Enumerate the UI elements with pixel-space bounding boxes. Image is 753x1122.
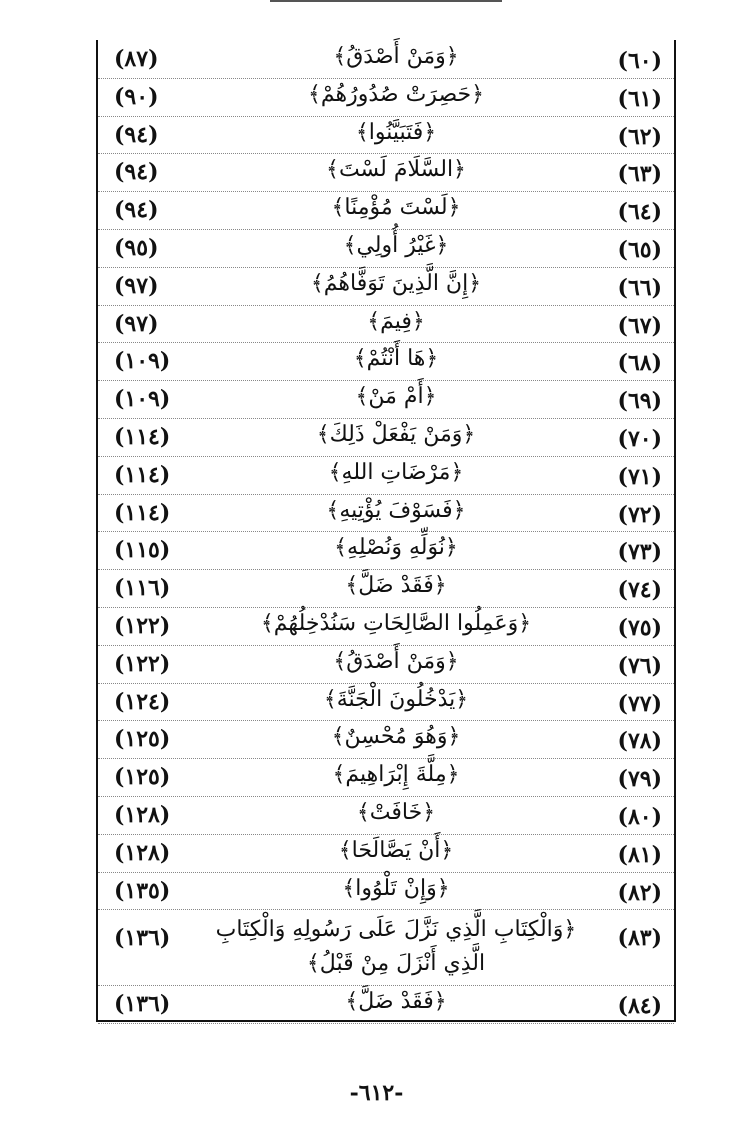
verse-text: ﴿مِلَّةَ إِبْرَاهِيمَ﴾ [332, 762, 460, 788]
entry-number: (٧٦) [617, 652, 662, 679]
page-reference: (٩٧) [114, 310, 159, 337]
entry-number: (٧٢) [617, 501, 662, 528]
verse-text: ﴿إِنَّ الَّذِينَ تَوَفَّاهُمُ﴾ [310, 270, 482, 296]
verse-text: ﴿لَسْتَ مُؤْمِنًا﴾ [331, 195, 461, 221]
index-row [98, 40, 674, 79]
verse-text: ﴿حَصِرَتْ صُدُورُهُمْ﴾ [307, 81, 485, 107]
page-reference: (١١٥) [114, 537, 171, 564]
page-reference: (١٢٥) [114, 726, 171, 753]
page-reference: (١٠٩) [114, 386, 171, 413]
entry-number: (٦٤) [617, 199, 662, 226]
entry-number: (٧٧) [617, 690, 662, 717]
entry-number: (٧٤) [617, 577, 662, 604]
top-rule [270, 0, 502, 2]
verse-text: ﴿أَمْ مَنْ﴾ [355, 384, 437, 410]
verse-text: ﴿وَالْكِتَابِ الَّذِي نَزَّلَ عَلَى رَسُولِهِ وَالْكِتَابِ الَّذِي أَنْزَلَ مِنْ قَبْلُ﴾ [215, 917, 577, 977]
entry-number: (٦٦) [617, 274, 662, 301]
index-row [98, 758, 674, 797]
entry-number: (٨٣) [617, 925, 662, 952]
index-row [98, 720, 674, 759]
entry-number: (٧٨) [617, 728, 662, 755]
index-row [98, 569, 674, 608]
page-reference: (١٢٥) [114, 764, 171, 791]
verse-text: ﴿وَمَنْ يَفْعَلْ ذَلِكَ﴾ [316, 422, 476, 447]
entry-number: (٦٩) [617, 388, 662, 415]
entry-number: (٨٤) [617, 993, 662, 1020]
index-row [98, 909, 674, 986]
page-number: -٦١٢- [349, 1080, 404, 1106]
verse-text: ﴿فَقَدْ ضَلَّ﴾ [345, 573, 447, 599]
index-row [98, 342, 674, 381]
index-row [98, 191, 674, 230]
index-row [98, 116, 674, 155]
page-reference: (١١٤) [114, 424, 171, 450]
entry-number: (٨٠) [617, 804, 662, 830]
entry-number: (٦٢) [617, 123, 662, 150]
entry-number: (٦١) [617, 85, 662, 112]
page-reference: (١٣٥) [114, 877, 171, 904]
index-row [98, 305, 674, 344]
page-reference: (١١٤) [114, 461, 171, 488]
entry-number: (٦٧) [617, 312, 662, 339]
page-reference: (١٢٢) [114, 650, 171, 677]
entry-number: (٧٩) [617, 766, 662, 793]
page-reference: (١٠٩) [114, 348, 171, 375]
verse-text: ﴿مَرْضَاتِ اللهِ﴾ [328, 459, 464, 485]
verse-text: ﴿وَمَنْ أَصْدَقُ﴾ [333, 648, 459, 674]
verse-text: ﴿نُوَلِّهِ وَنُصْلِهِ﴾ [334, 535, 458, 561]
index-table-frame [96, 40, 676, 1022]
page-reference: (١١٤) [114, 499, 171, 526]
index-row [98, 418, 674, 457]
verse-text: ﴿وَإِنْ تَلْوُوا﴾ [342, 875, 450, 901]
verse-text: ﴿خَافَتْ﴾ [356, 800, 436, 825]
entry-number: (٦٥) [617, 237, 662, 263]
verse-text: ﴿فِيمَ﴾ [367, 308, 425, 334]
page-reference: (٩٤) [114, 159, 159, 186]
entry-number: (٨١) [617, 841, 662, 868]
verse-text: ﴿فَقَدْ ضَلَّ﴾ [345, 989, 447, 1015]
entry-number: (٧١) [617, 463, 662, 490]
index-row [98, 872, 674, 911]
page-reference: (٩٤) [114, 121, 159, 148]
entry-number: (٧٥) [617, 615, 662, 641]
page-reference: (٩٧) [114, 272, 159, 299]
verse-text: ﴿وَمَنْ أَصْدَقُ﴾ [333, 44, 459, 69]
page-reference: (٩٥) [114, 235, 159, 261]
verse-text: ﴿أَنْ يَصَّالَحَا﴾ [338, 837, 454, 863]
verse-text: ﴿فَسَوْفَ يُؤْتِيهِ﴾ [326, 497, 466, 523]
page-reference: (١٢٢) [114, 613, 171, 639]
index-row [98, 494, 674, 533]
page-reference: (٩٤) [114, 197, 159, 224]
index-row [98, 267, 674, 306]
index-row [98, 380, 674, 419]
index-row [98, 456, 674, 495]
entry-number: (٦٣) [617, 161, 662, 188]
index-row [98, 834, 674, 873]
verse-text: ﴿وَعَمِلُوا الصَّالِحَاتِ سَنُدْخِلُهُمْ﴾ [260, 611, 532, 636]
page-reference: (١٣٦) [114, 925, 171, 952]
index-row [98, 531, 674, 570]
verse-text: ﴿السَّلَامَ لَسْتَ﴾ [326, 157, 466, 183]
entry-number: (٦٨) [617, 350, 662, 377]
verse-text: ﴿هَا أَنْتُمْ﴾ [353, 346, 439, 372]
verse-text: ﴿فَتَبَيَّنُوا﴾ [355, 119, 437, 145]
index-row [98, 645, 674, 684]
verse-text: ﴿يَدْخُلُونَ الْجَنَّةَ﴾ [323, 686, 469, 712]
index-row [98, 607, 674, 646]
page-reference: (١٢٤) [114, 688, 171, 715]
index-row [98, 229, 674, 268]
entry-number: (٧٣) [617, 539, 662, 566]
page-reference: (١١٦) [114, 575, 171, 602]
page-reference: (١٢٨) [114, 802, 171, 828]
page-reference: (١٣٦) [114, 991, 171, 1018]
entry-number: (٧٠) [617, 426, 662, 452]
index-row [98, 683, 674, 722]
verse-text: ﴿غَيْرُ أُولِي﴾ [343, 233, 449, 258]
entry-number: (٨٢) [617, 879, 662, 906]
index-row [98, 153, 674, 192]
page-reference: (٨٧) [114, 46, 159, 72]
index-row [98, 796, 674, 835]
index-row [98, 985, 674, 1024]
index-row [98, 78, 674, 117]
entry-number: (٦٠) [617, 48, 662, 74]
page-reference: (٩٠) [114, 83, 159, 110]
verse-text: ﴿وَهُوَ مُحْسِنٌ﴾ [331, 724, 461, 750]
page-reference: (١٢٨) [114, 839, 171, 866]
